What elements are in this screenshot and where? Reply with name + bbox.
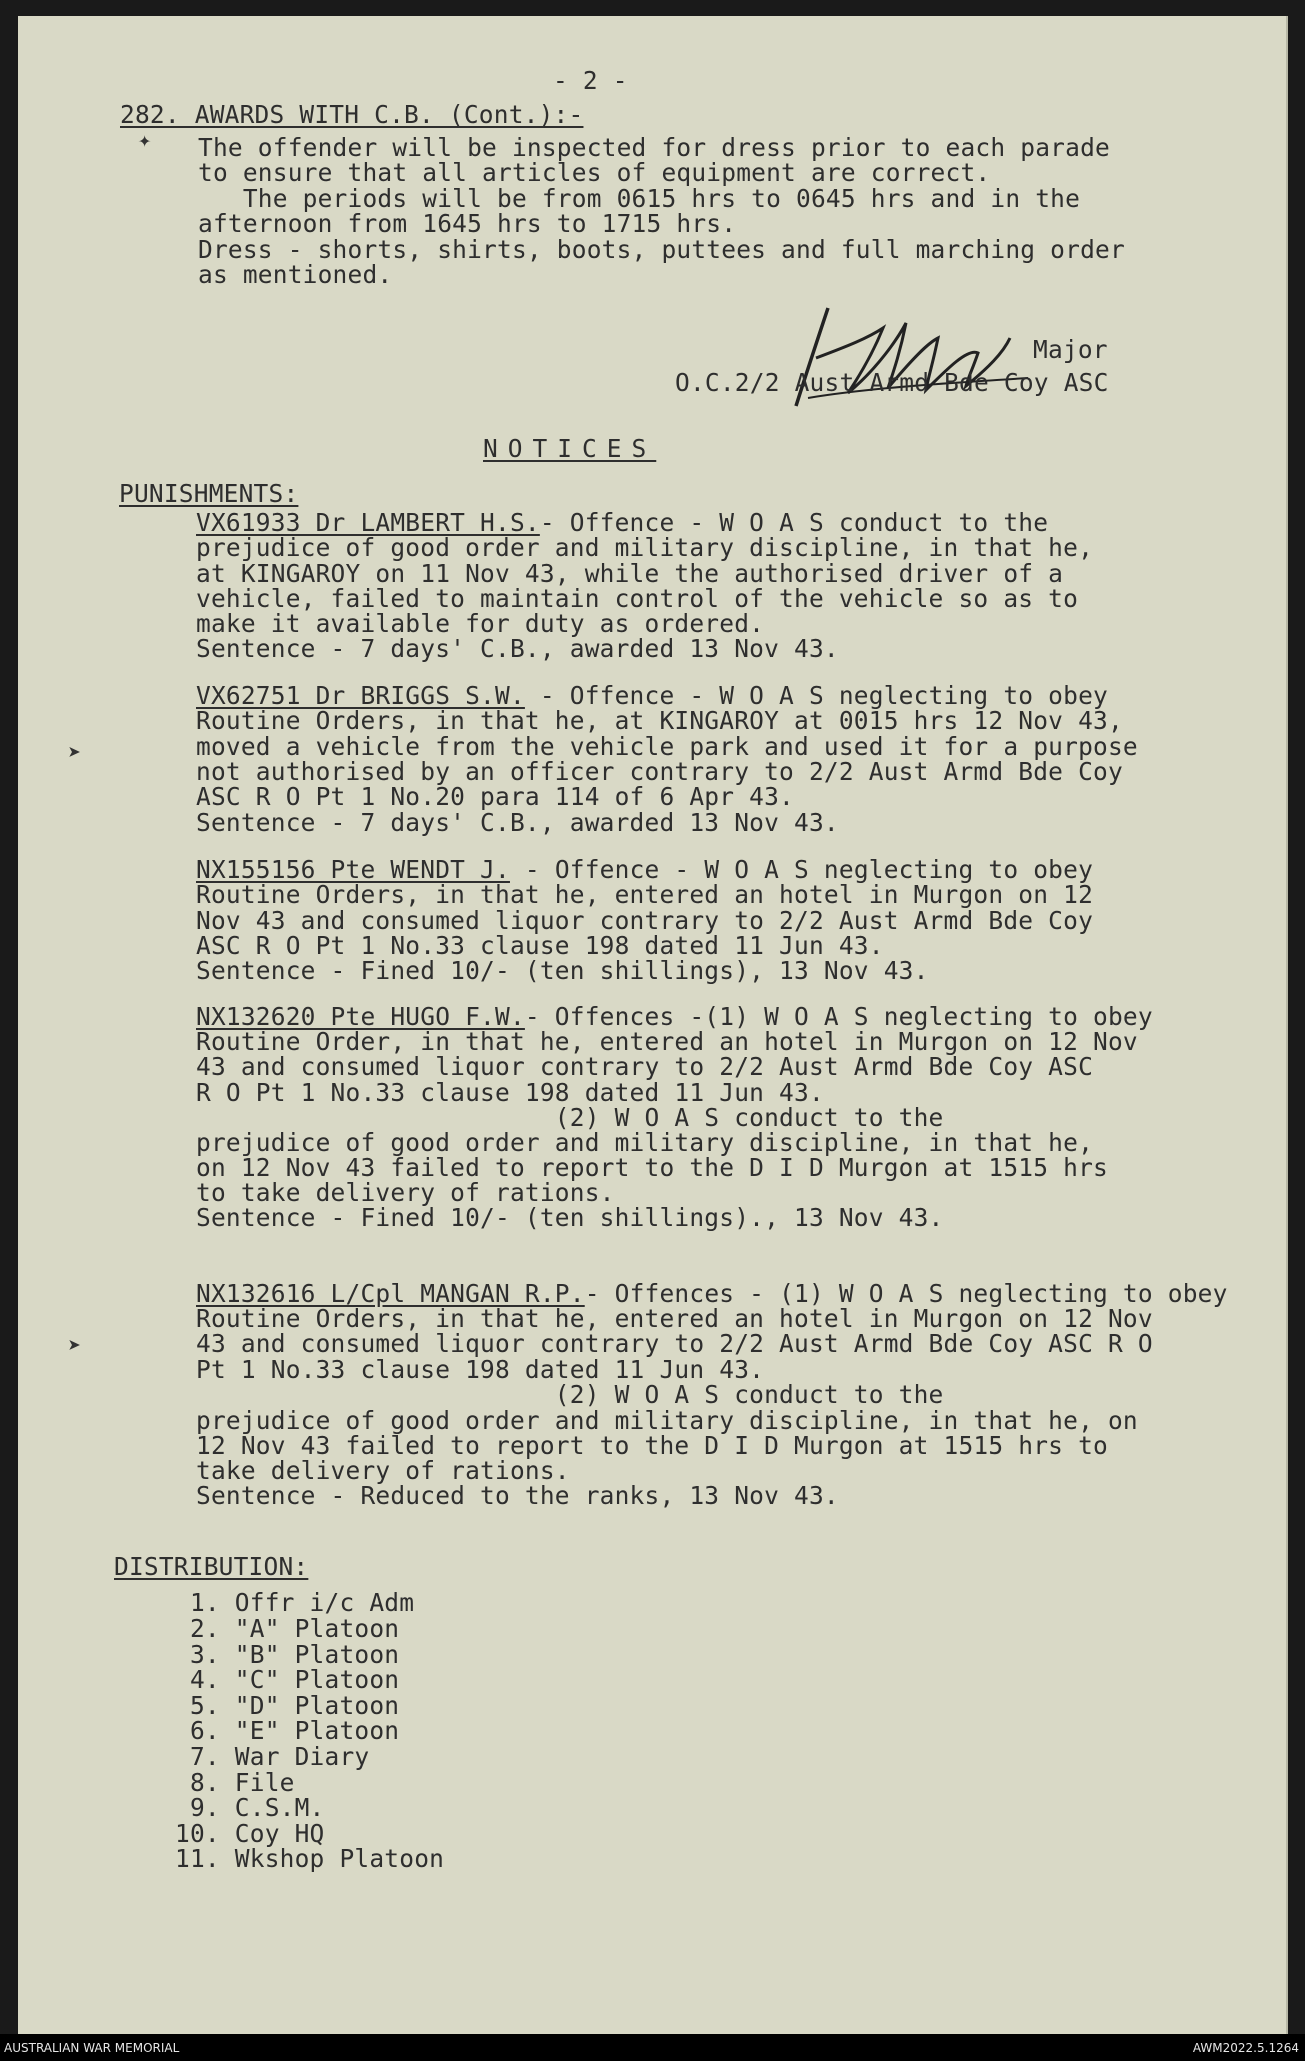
punishment-line: Routine Orders, in that he, entered an hotel in Murgon on 12 [196,880,1094,909]
distribution-item: 1. Offr i/c Adm [175,1588,415,1617]
punishment-line: vehicle, failed to maintain control of the vehicle so as to [196,584,1079,613]
distribution-item: 2. "A" Platoon [175,1614,400,1643]
distribution-item: 4. "C" Platoon [175,1665,400,1694]
distribution-item: 3. "B" Platoon [175,1640,400,1669]
intro-line: to ensure that all articles of equipment are correct. [198,158,991,187]
distribution-item: 10. Coy HQ [175,1819,325,1848]
punishment-entry-first-line: NX132616 L/Cpl MANGAN R.P.- Offences - (1) W O A S neglecting to obey [196,1279,1228,1308]
distribution-item: 8. File [175,1768,295,1797]
punishment-line: at KINGAROY on 11 Nov 43, while the authorised driver of a [196,559,1064,588]
offender-name: VX62751 Dr BRIGGS S.W. [196,681,525,710]
punishment-line: Routine Order, in that he, entered an hotel in Murgon on 12 Nov [196,1027,1138,1056]
punishment-entry-first-line: VX62751 Dr BRIGGS S.W. - Offence - W O A S neglecting to obey [196,681,1108,710]
punishment-sentence: Sentence - 7 days' C.B., awarded 13 Nov 43. [196,634,839,663]
punishment-entry-first-line: NX132620 Pte HUGO F.W.- Offences -(1) W O A S neglecting to obey [196,1002,1153,1031]
distribution-item: 9. C.S.M. [175,1793,325,1822]
intro-line: The offender will be inspected for dress prior to each parade [198,133,1110,162]
punishment-line: on 12 Nov 43 failed to report to the D I D Murgon at 1515 hrs [196,1153,1108,1182]
distribution-heading: DISTRIBUTION: [114,1552,309,1581]
margin-mark-icon: ➤ [68,1334,82,1359]
archive-footer [0,2034,1305,2061]
signatory-unit: O.C.2/2 Aust Armd Bde Coy ASC [675,368,1109,397]
offender-name: VX61933 Dr LAMBERT H.S. [196,508,540,537]
punishment-line: prejudice of good order and military discipline, in that he, [196,1128,1094,1157]
punishment-sentence: Sentence - 7 days' C.B., awarded 13 Nov 43. [196,808,839,837]
intro-line: as mentioned. [198,260,393,289]
document-body [18,16,1286,2034]
margin-mark-icon: ➤ [68,741,82,766]
offender-name: NX132616 L/Cpl MANGAN R.P. [196,1279,585,1308]
offender-name: NX132620 Pte HUGO F.W. [196,1002,525,1031]
punishment-line: Pt 1 No.33 clause 198 dated 11 Jun 43. [196,1355,765,1384]
punishment-line: (2) W O A S conduct to the [196,1103,944,1132]
notices-title: NOTICES [483,434,657,463]
intro-line: afternoon from 1645 hrs to 1715 hrs. [198,209,737,238]
margin-mark-icon: ✦ [138,128,152,153]
distribution-item: 5. "D" Platoon [175,1691,400,1720]
punishment-line: moved a vehicle from the vehicle park and used it for a purpose [196,732,1138,761]
punishment-line: prejudice of good order and military discipline, in that he, [196,533,1094,562]
distribution-item: 6. "E" Platoon [175,1716,400,1745]
punishment-line: not authorised by an officer contrary to 2/2 Aust Armd Bde Coy [196,757,1123,786]
intro-line: Dress - shorts, shirts, boots, puttees and full marching order [198,235,1125,264]
footer-source: AUSTRALIAN WAR MEMORIAL [4,2041,180,2055]
punishment-line: to take delivery of rations. [196,1178,615,1207]
offender-name: NX155156 Pte WENDT J. [196,855,510,884]
page-number: - 2 - [553,66,628,95]
punishment-line: prejudice of good order and military discipline, in that he, on [196,1406,1138,1435]
document-sheet [18,16,1288,2034]
section-heading: 282. AWARDS WITH C.B. (Cont.):- [120,100,584,129]
punishment-line: R O Pt 1 No.33 clause 198 dated 11 Jun 43. [196,1078,824,1107]
distribution-item: 7. War Diary [175,1742,370,1771]
signatory-rank: Major [1033,335,1108,364]
punishment-line: make it available for duty as ordered. [196,609,765,638]
distribution-item: 11. Wkshop Platoon [175,1844,445,1873]
punishment-entry-first-line: VX61933 Dr LAMBERT H.S.- Offence - W O A S conduct to the [196,508,1049,537]
punishment-line: take delivery of rations. [196,1456,570,1485]
intro-line: The periods will be from 0615 hrs to 0645 hrs and in the [198,184,1081,213]
punishment-sentence: Sentence - Fined 10/- (ten shillings)., 13 Nov 43. [196,1203,944,1232]
punishments-heading: PUNISHMENTS: [119,479,299,508]
punishment-line: 43 and consumed liquor contrary to 2/2 Aust Armd Bde Coy ASC [196,1052,1094,1081]
punishment-sentence: Sentence - Fined 10/- (ten shillings), 13 Nov 43. [196,956,929,985]
punishment-entry-first-line: NX155156 Pte WENDT J. - Offence - W O A S neglecting to obey [196,855,1094,884]
punishment-line: ASC R O Pt 1 No.33 clause 198 dated 11 Jun 43. [196,931,884,960]
punishment-line: Routine Orders, in that he, at KINGAROY at 0015 hrs 12 Nov 43, [196,706,1123,735]
punishment-sentence: Sentence - Reduced to the ranks, 13 Nov 43. [196,1481,839,1510]
punishment-line: Nov 43 and consumed liquor contrary to 2/2 Aust Armd Bde Coy [196,906,1094,935]
punishment-line: (2) W O A S conduct to the [196,1380,944,1409]
punishment-line: Routine Orders, in that he, entered an hotel in Murgon on 12 Nov [196,1304,1153,1333]
punishment-line: ASC R O Pt 1 No.20 para 114 of 6 Apr 43. [196,782,795,811]
footer-reference: AWM2022.5.1264 [1192,2041,1299,2055]
punishment-line: 12 Nov 43 failed to report to the D I D Murgon at 1515 hrs to [196,1431,1108,1460]
punishment-line: 43 and consumed liquor contrary to 2/2 Aust Armd Bde Coy ASC R O [196,1329,1153,1358]
